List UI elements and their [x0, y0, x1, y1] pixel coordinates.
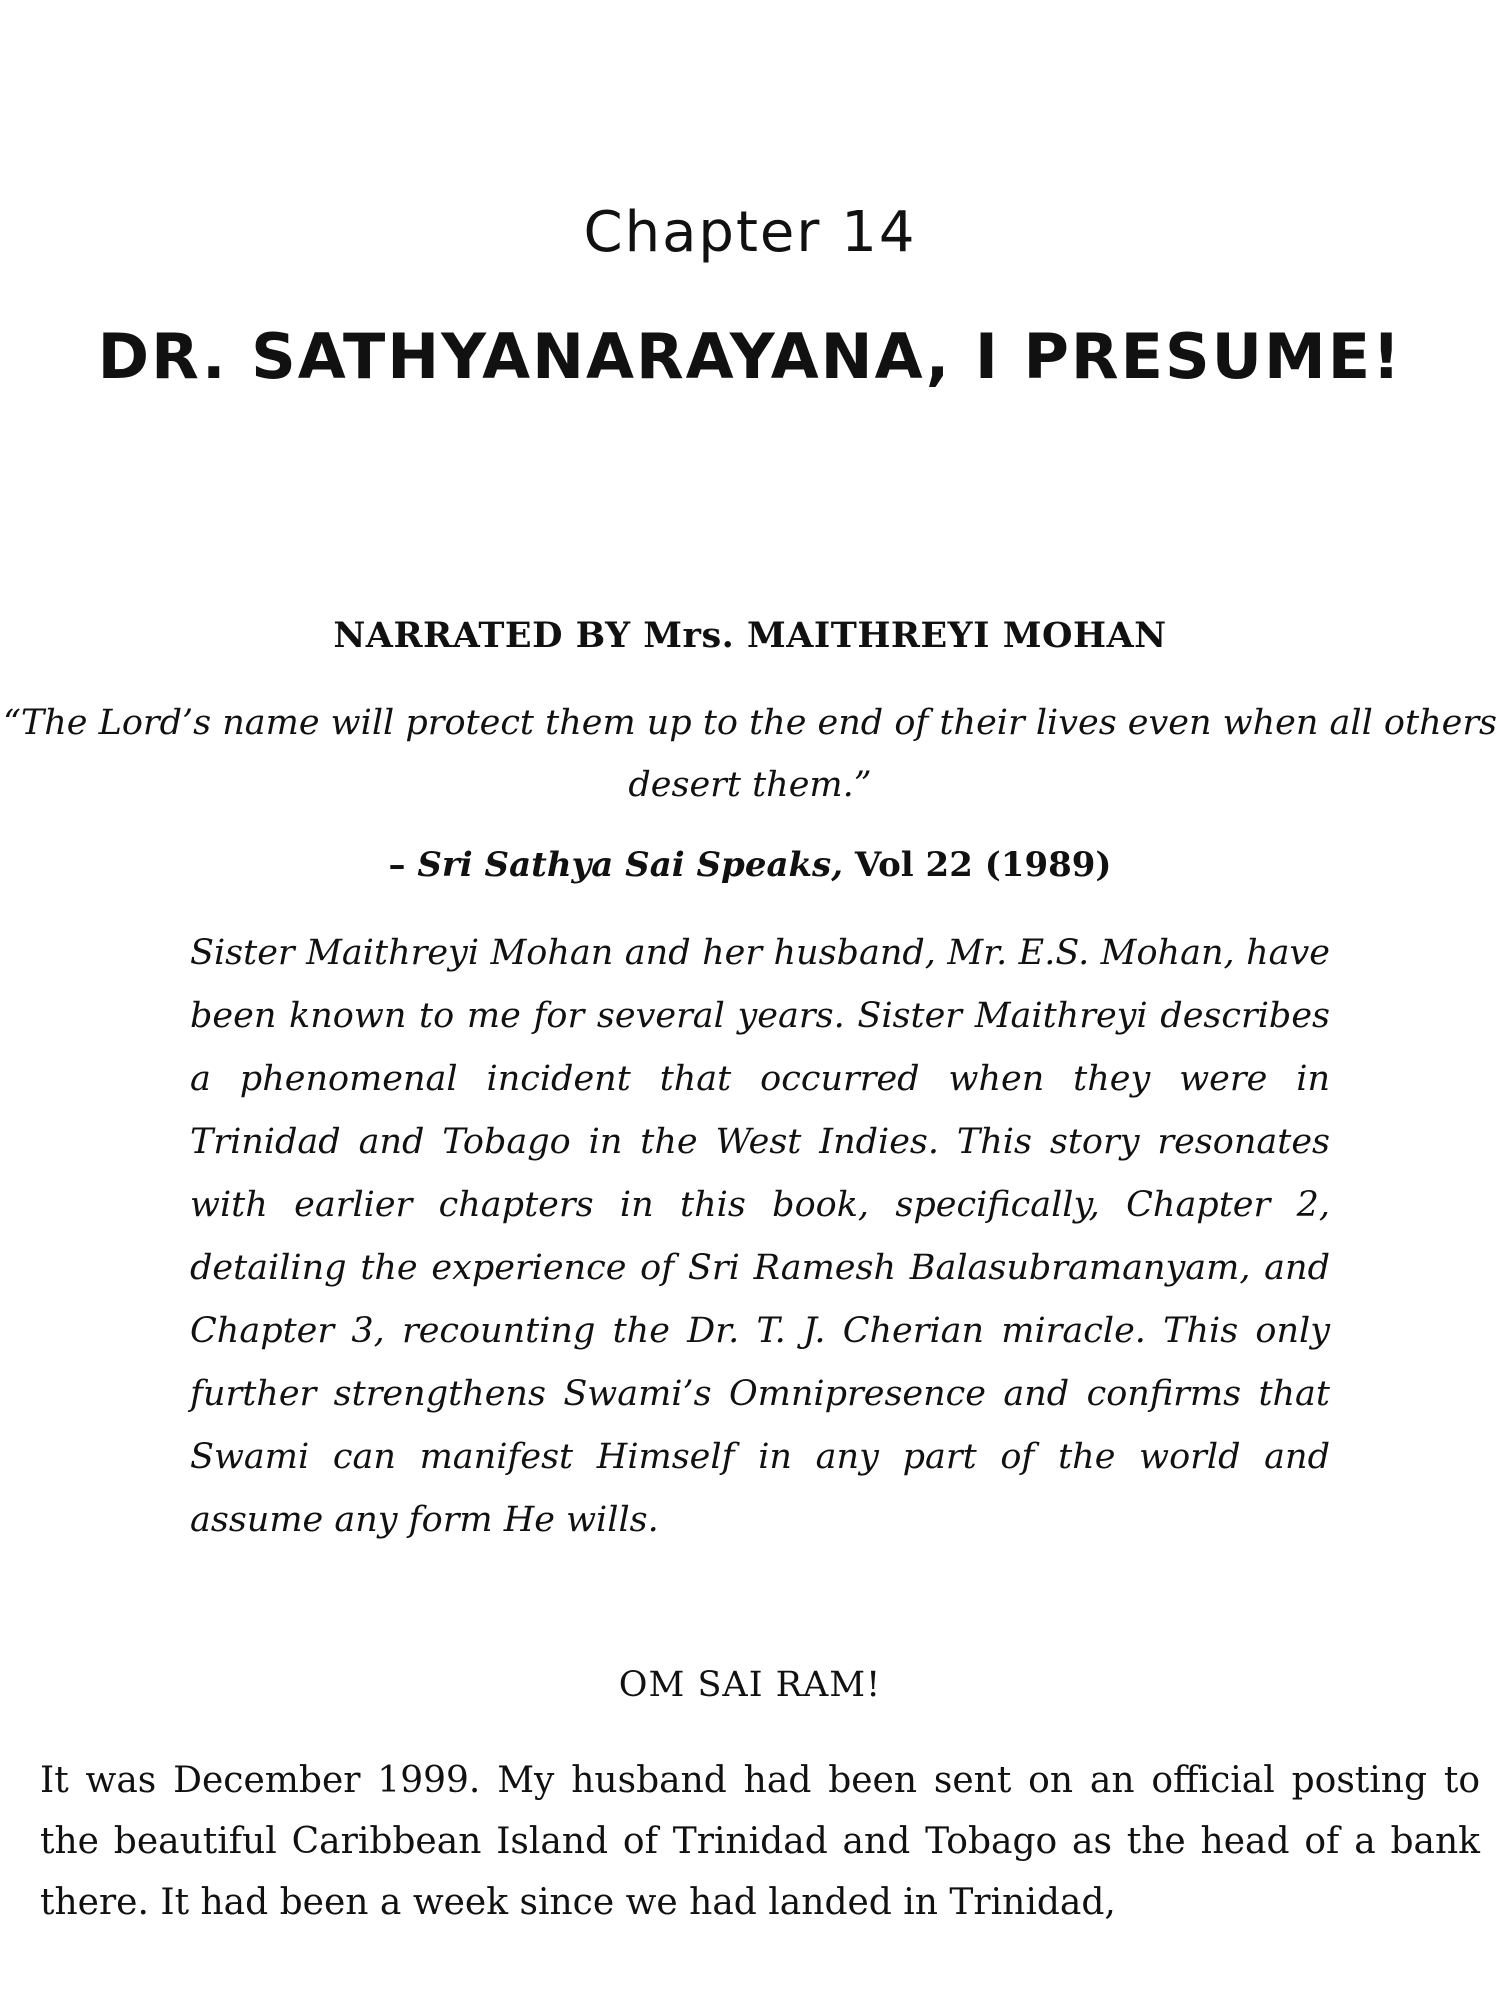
epigraph-source-detail: Vol 22 (1989): [843, 845, 1112, 885]
chapter-title: DR. SATHYANARAYANA, I PRESUME!: [97, 320, 1403, 393]
greeting: OM SAI RAM!: [618, 1665, 882, 1705]
epigraph-source-work: Sri Sathya Sai Speaks,: [417, 845, 844, 885]
epigraph-source: [0, 845, 1500, 885]
intro-paragraph: Sister Maithreyi Mohan and her husband, Mr. E.S. Mohan, have been known to me for several years. Sister Maithreyi describes a phenomenal incident that occurred when they were in Trinidad and Tobago in the West Indies. This story resonates with earlier chapters in this book, specifically, Chapter 2, detailing the experience of Sri Ramesh Balasubramanyam, and Chapter 3, recounting the Dr. T. J. Cherian miracle. This only further strengthens Swami’s Omnipresence and confirms that Swami can manifest Himself in any part of the world and assume any form He wills.: [190, 933, 1330, 1540]
chapter-label: Chapter 14: [583, 200, 917, 265]
epigraph-quote: “The Lord’s name will protect them up to the end of their lives even when all others desert them.”: [2, 703, 1498, 805]
body-paragraph: It was December 1999. My husband had been sent on an official posting to the beautiful Caribbean Island of Trinidad and Tobago as the head of a bank there. It had been a week since we had landed in Trinidad,: [40, 1760, 1480, 1923]
narrator-heading: NARRATED BY Mrs. MAITHREYI MOHAN: [333, 615, 1167, 656]
epigraph-source-dash: –: [388, 845, 418, 885]
